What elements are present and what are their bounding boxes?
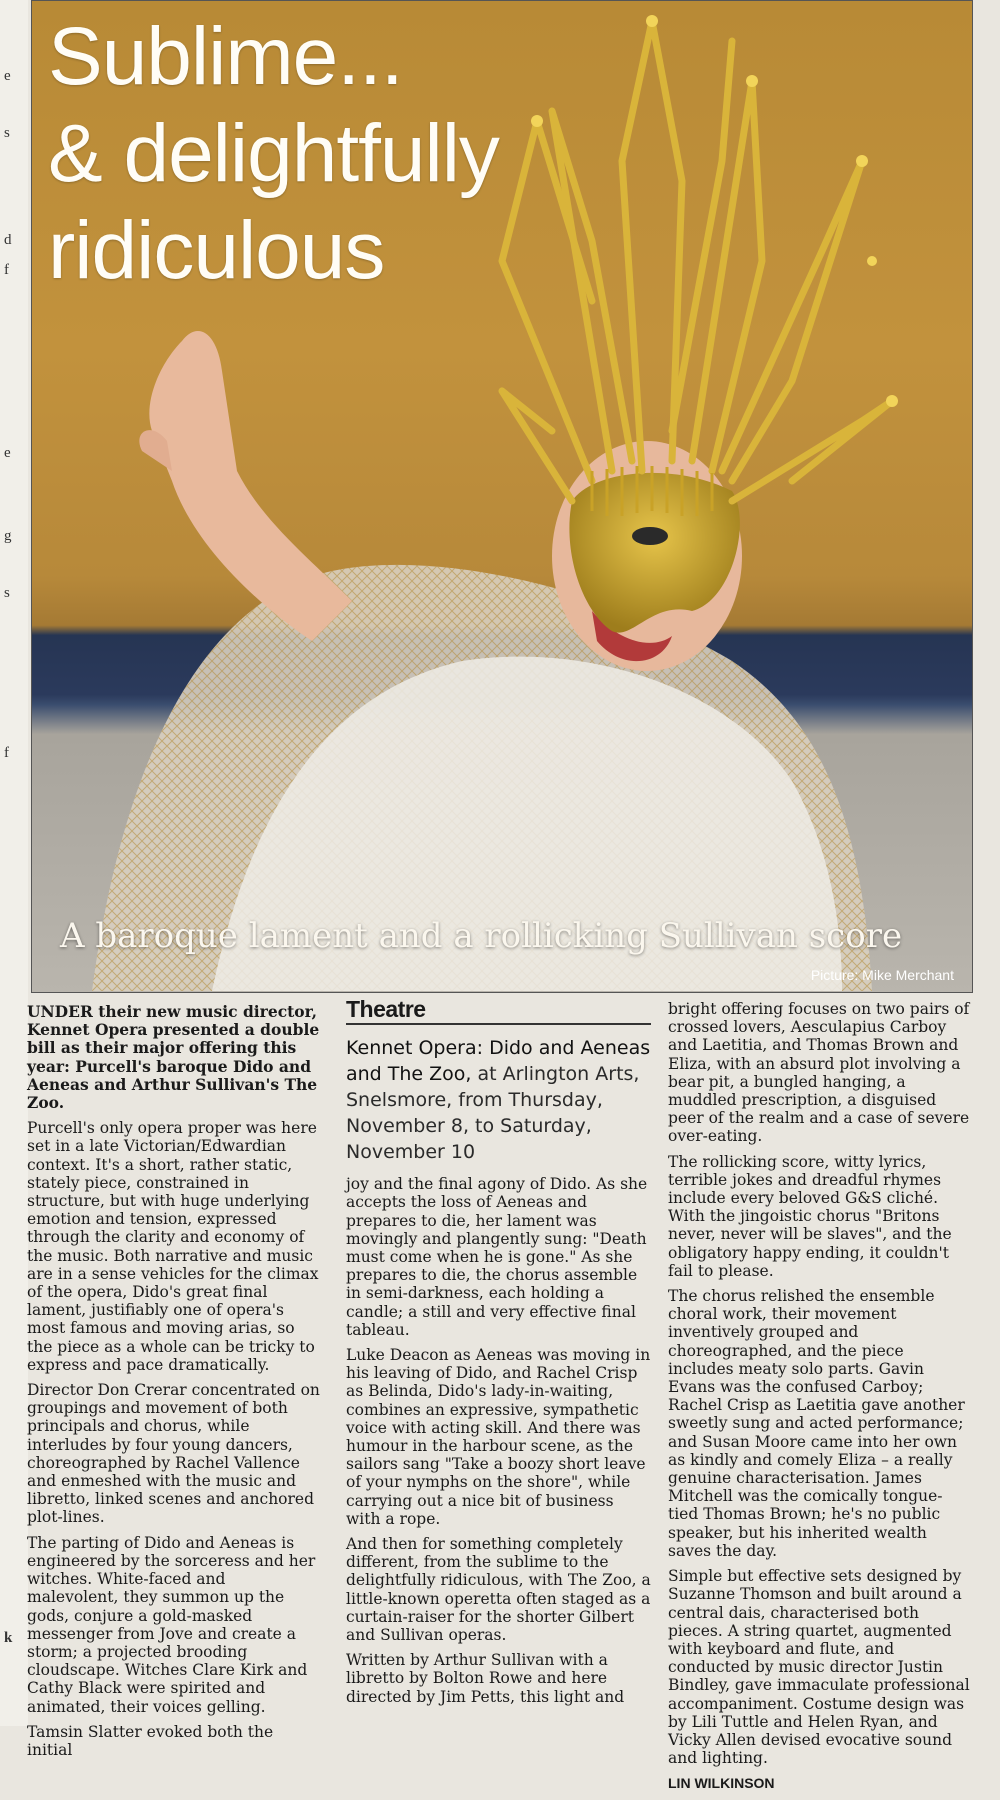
body-paragraph: Written by Arthur Sullivan with a libretto by Bolton Rowe and here directed by Jim Petts, this light and <box>346 1651 625 1706</box>
body-paragraph: Luke Deacon as Aeneas was moving in his leaving of Dido, and Rachel Crisp as Belinda, Dido's lady-in-waiting, combines an expressive, sympathetic voice with acting skill. And there was humour in the harbour scene, as the sailors sang "Take a boozy short leave of your nymphs on the shore", while carrying out a nice bit of business with a rope. <box>346 1346 651 1528</box>
margin-fragment: s <box>4 585 10 601</box>
section-label: Theatre <box>346 1000 651 1025</box>
margin-fragment: d <box>4 232 12 248</box>
margin-fragment: e <box>4 445 11 461</box>
show-infobox <box>346 1035 651 1165</box>
body-paragraph: And then for something completely different, from the sublime to the delightfully ridiculous, with The Zoo, a little-known operetta often staged as a curtain-raiser for the shorter Gilbert and Sullivan operas. <box>346 1535 651 1645</box>
body-paragraph: Director Don Crerar concentrated on groupings and movement of both principals and chorus, while interludes by four young dancers, choreographed by Rachel Vallence and enmeshed with the music and libretto, linked scenes and anchored plot-lines. <box>27 1381 320 1527</box>
article-column-2 <box>346 996 651 1713</box>
margin-fragment: e <box>4 68 11 84</box>
body-paragraph: The chorus relished the ensemble choral work, their movement inventively grouped and choreographed, and the piece includes meaty solo parts. Gavin Evans was the confused Carboy; Rachel Crisp as Laetitia gave another sweetly sung and acted performance; and Susan Moore came into her own as kindly and comely Eliza – a really genuine characterisation. James Mitchell was the comically tongue-tied Thomas Brown; he's no public speaker, but his inherited wealth saves the day. <box>668 1287 965 1560</box>
photo-caption: A baroque lament and a rollicking Sullivan score <box>60 916 903 956</box>
headline-line-3: ridiculous <box>48 204 385 296</box>
margin-fragment: g <box>4 528 12 544</box>
body-paragraph: The parting of Dido and Aeneas is engineered by the sorceress and her witches. White-faced and malevolent, they summon up the gods, conjure a gold-masked messenger from Jove and create a storm; a projected brooding cloudscape. Witches Clare Kirk and Cathy Black were spirited and animated, their voices gelling. <box>27 1533 316 1716</box>
margin-fragment: f <box>4 262 9 278</box>
body-paragraph: Purcell's only opera proper was here set in a late Victorian/Edwardian context. It's a short, rather static, stately piece, constrained in structure, but with huge underlying emotion and tension, expressed through the clarity and economy of the music. Both narrative and music are in a sense vehicles for the climax of the opera, Dido's great final lament, justifiably one of opera's most famous and moving arias, so the piece as a whole can be tricky to express and pace dramatically. <box>27 1119 319 1374</box>
headline <box>48 9 499 299</box>
article-column-1 <box>27 1003 320 1766</box>
body-paragraph: Simple but effective sets designed by Suzanne Thomson and built around a central dais, characterised both pieces. A string quartet, augmented with keyboard and flute, and conducted by music director Justin Bindley, gave immaculate professional accompaniment. Costume design was by Lili Tuttle and Helen Ryan, and Vicky Allen devised evocative sound and lighting. <box>668 1567 970 1768</box>
photo-credit: Picture: Mike Merchant <box>810 967 954 983</box>
byline: LIN WILKINSON <box>668 1775 775 1792</box>
margin-fragment: f <box>4 745 9 761</box>
show-title: Kennet Opera: Dido and Aeneas and The Zoo, <box>346 1037 651 1086</box>
headline-line-1: Sublime... <box>48 11 403 102</box>
lead-photo <box>31 0 973 993</box>
body-paragraph: bright offering focuses on two pairs of crossed lovers, Aesculapius Carboy and Laetitia, and Thomas Brown and Eliza, with an absurd plot involving a bear pit, a bungled hanging, a muddled prescription, a disguised peer of the realm and a case of severe over-eating. <box>668 1000 970 1146</box>
adjacent-page-margin <box>0 0 28 1726</box>
body-paragraph: Tamsin Slatter evoked both the initial <box>27 1722 274 1759</box>
margin-fragment: s <box>4 125 10 141</box>
venue-dates: at Arlington Arts, Snelsmore, from Thursday, November 8, to Saturday, November 10 <box>346 1063 640 1164</box>
headline-line-2: & delightfully <box>48 107 499 199</box>
article-column-3 <box>668 1000 971 1800</box>
body-paragraph: joy and the final agony of Dido. As she accepts the loss of Aeneas and prepares to die, her lament was movingly and plangently sung: "Death must come when he is gone." As she prepares to die, the chorus assemble in semi-darkness, each holding a candle; a still and very effective final tableau. <box>346 1175 648 1339</box>
body-paragraph: The rollicking score, witty lyrics, terrible jokes and dreadful rhymes include every beloved G&S cliché. With the jingoistic chorus "Britons never, never will be slaves", and the obligatory happy ending, it couldn't fail to please. <box>668 1152 952 1280</box>
margin-fragment: k <box>4 1630 13 1646</box>
standfirst-paragraph: UNDER their new music director, Kennet Opera presented a double bill as their major offering this year: Purcell's baroque Dido and Aeneas and Arthur Sullivan's The Zoo. <box>27 1002 320 1113</box>
